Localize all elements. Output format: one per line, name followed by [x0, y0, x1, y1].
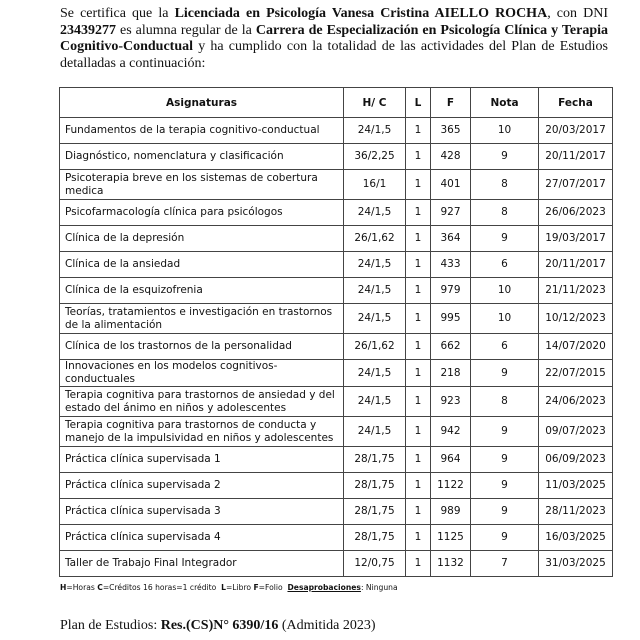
subject-cell: Práctica clínica supervisada 4 — [60, 525, 344, 551]
hours-credits-cell: 28/1,75 — [344, 525, 406, 551]
subject-cell: Clínica de la ansiedad — [60, 252, 344, 278]
grade-cell: 9 — [471, 473, 539, 499]
table-row — [60, 473, 613, 499]
date-cell: 10/12/2023 — [539, 304, 613, 334]
book-cell: 1 — [406, 226, 431, 252]
grade-cell: 9 — [471, 447, 539, 473]
book-cell: 1 — [406, 551, 431, 577]
hours-credits-cell: 24/1,5 — [344, 360, 406, 387]
subject-cell: Fundamentos de la terapia cognitivo-conductual — [60, 118, 344, 144]
grade-cell: 9 — [471, 226, 539, 252]
table-row — [60, 525, 613, 551]
legend-l-key: L — [221, 583, 226, 592]
date-cell: 20/03/2017 — [539, 118, 613, 144]
book-cell: 1 — [406, 278, 431, 304]
subject-cell: Práctica clínica supervisada 2 — [60, 473, 344, 499]
subject-cell: Diagnóstico, nomenclatura y clasificación — [60, 144, 344, 170]
student-name: Licenciada en Psicología Vanesa Cristina AIELLO ROCHA — [174, 6, 548, 21]
legend-disapprovals-value: : Ninguna — [360, 583, 398, 592]
folio-cell: 964 — [431, 447, 471, 473]
book-cell: 1 — [406, 360, 431, 387]
student-dni: 23439277 — [60, 22, 116, 38]
date-cell: 28/11/2023 — [539, 499, 613, 525]
date-cell: 14/07/2020 — [539, 334, 613, 360]
date-cell: 06/09/2023 — [539, 447, 613, 473]
intro-text-2: , con DNI — [547, 6, 608, 21]
grade-cell: 8 — [471, 200, 539, 226]
book-cell: 1 — [406, 304, 431, 334]
header-hours-credits: H/ C — [344, 88, 406, 118]
book-cell: 1 — [406, 252, 431, 278]
legend-f-key: F — [253, 583, 259, 592]
hours-credits-cell: 16/1 — [344, 170, 406, 200]
grade-cell: 9 — [471, 417, 539, 447]
table-row — [60, 334, 613, 360]
intro-text-1: Se certifica que la — [60, 6, 175, 21]
date-cell: 19/03/2017 — [539, 226, 613, 252]
table-legend — [60, 583, 398, 592]
hours-credits-cell: 24/1,5 — [344, 387, 406, 417]
folio-cell: 1122 — [431, 473, 471, 499]
table-row — [60, 226, 613, 252]
table-header-row — [60, 88, 613, 118]
book-cell: 1 — [406, 334, 431, 360]
grade-cell: 9 — [471, 499, 539, 525]
folio-cell: 1132 — [431, 551, 471, 577]
date-cell: 16/03/2025 — [539, 525, 613, 551]
grade-cell: 6 — [471, 334, 539, 360]
hours-credits-cell: 24/1,5 — [344, 200, 406, 226]
header-grade: Nota — [471, 88, 539, 118]
hours-credits-cell: 28/1,75 — [344, 473, 406, 499]
book-cell: 1 — [406, 473, 431, 499]
hours-credits-cell: 24/1,5 — [344, 278, 406, 304]
table-row — [60, 360, 613, 387]
intro-text-3: es alumna regular de la — [116, 22, 256, 38]
folio-cell: 662 — [431, 334, 471, 360]
hours-credits-cell: 36/2,25 — [344, 144, 406, 170]
folio-cell: 989 — [431, 499, 471, 525]
grade-cell: 9 — [471, 360, 539, 387]
date-cell: 20/11/2017 — [539, 144, 613, 170]
table-row — [60, 200, 613, 226]
plan-label: Plan de Estudios: — [60, 618, 161, 633]
hours-credits-cell: 24/1,5 — [344, 118, 406, 144]
grade-cell: 8 — [471, 387, 539, 417]
plan-note: (Admitida 2023) — [278, 618, 376, 633]
date-cell: 24/06/2023 — [539, 387, 613, 417]
legend-c-key: C — [97, 583, 103, 592]
date-cell: 27/07/2017 — [539, 170, 613, 200]
book-cell: 1 — [406, 499, 431, 525]
date-cell: 21/11/2023 — [539, 278, 613, 304]
book-cell: 1 — [406, 144, 431, 170]
date-cell: 31/03/2025 — [539, 551, 613, 577]
folio-cell: 927 — [431, 200, 471, 226]
hours-credits-cell: 24/1,5 — [344, 304, 406, 334]
folio-cell: 995 — [431, 304, 471, 334]
table-row — [60, 499, 613, 525]
grade-cell: 7 — [471, 551, 539, 577]
book-cell: 1 — [406, 170, 431, 200]
plan-resolution: Res.(CS)N° 6390/16 — [160, 618, 279, 633]
table-row — [60, 551, 613, 577]
header-folio: F — [431, 88, 471, 118]
subject-cell: Psicofarmacología clínica para psicólogos — [60, 200, 344, 226]
folio-cell: 433 — [431, 252, 471, 278]
grade-cell: 8 — [471, 170, 539, 200]
table-row — [60, 387, 613, 417]
subject-cell: Teorías, tratamientos e investigación en trastornos de la alimentación — [60, 304, 344, 334]
header-book: L — [406, 88, 431, 118]
legend-f-text: =Folio — [258, 583, 288, 592]
folio-cell: 979 — [431, 278, 471, 304]
book-cell: 1 — [406, 200, 431, 226]
table-row — [60, 304, 613, 334]
legend-disapprovals-label: Desaprobaciones — [287, 583, 361, 592]
folio-cell: 942 — [431, 417, 471, 447]
legend-h-key: H — [60, 583, 67, 592]
book-cell: 1 — [406, 387, 431, 417]
legend-c-text: =Créditos 16 horas=1 crédito — [102, 583, 222, 592]
header-date: Fecha — [539, 88, 613, 118]
grade-cell: 9 — [471, 525, 539, 551]
book-cell: 1 — [406, 417, 431, 447]
header-subject: Asignaturas — [60, 88, 344, 118]
table-row — [60, 170, 613, 200]
hours-credits-cell: 12/0,75 — [344, 551, 406, 577]
folio-cell: 1125 — [431, 525, 471, 551]
date-cell: 26/06/2023 — [539, 200, 613, 226]
subject-cell: Clínica de la esquizofrenia — [60, 278, 344, 304]
date-cell: 22/07/2015 — [539, 360, 613, 387]
date-cell: 09/07/2023 — [539, 417, 613, 447]
hours-credits-cell: 28/1,75 — [344, 447, 406, 473]
grade-cell: 10 — [471, 118, 539, 144]
hours-credits-cell: 28/1,75 — [344, 499, 406, 525]
table-row — [60, 417, 613, 447]
legend-l-text: =Libro — [225, 583, 254, 592]
hours-credits-cell: 24/1,5 — [344, 252, 406, 278]
folio-cell: 401 — [431, 170, 471, 200]
grades-table — [59, 87, 613, 577]
book-cell: 1 — [406, 525, 431, 551]
study-plan-line — [60, 618, 376, 634]
date-cell: 20/11/2017 — [539, 252, 613, 278]
legend-h-text: =Horas — [66, 583, 98, 592]
book-cell: 1 — [406, 118, 431, 144]
folio-cell: 218 — [431, 360, 471, 387]
hours-credits-cell: 26/1,62 — [344, 334, 406, 360]
subject-cell: Práctica clínica supervisada 3 — [60, 499, 344, 525]
subject-cell: Terapia cognitiva para trastornos de conducta y manejo de la impulsividad en niños y adolescentes — [60, 417, 344, 447]
folio-cell: 428 — [431, 144, 471, 170]
grade-cell: 10 — [471, 304, 539, 334]
book-cell: 1 — [406, 447, 431, 473]
certificate-intro — [60, 6, 608, 72]
subject-cell: Clínica de la depresión — [60, 226, 344, 252]
hours-credits-cell: 26/1,62 — [344, 226, 406, 252]
subject-cell: Terapia cognitiva para trastornos de ansiedad y del estado del ánimo en niños y adolescentes — [60, 387, 344, 417]
table-row — [60, 144, 613, 170]
table-row — [60, 252, 613, 278]
subject-cell: Psicoterapia breve en los sistemas de cobertura medica — [60, 170, 344, 200]
hours-credits-cell: 24/1,5 — [344, 417, 406, 447]
grade-cell: 6 — [471, 252, 539, 278]
folio-cell: 365 — [431, 118, 471, 144]
subject-cell: Innovaciones en los modelos cognitivos-conductuales — [60, 360, 344, 387]
folio-cell: 364 — [431, 226, 471, 252]
subject-cell: Práctica clínica supervisada 1 — [60, 447, 344, 473]
table-row — [60, 447, 613, 473]
program-name: Carrera de Especialización en Psicología Clínica y Terapia Cognitivo-Conductual — [60, 22, 609, 54]
table-row — [60, 118, 613, 144]
date-cell: 11/03/2025 — [539, 473, 613, 499]
table-row — [60, 278, 613, 304]
intro-text-4: y ha cumplido con la totalidad de las actividades del Plan de Estudios detalladas a continuación: — [60, 39, 608, 71]
subject-cell: Taller de Trabajo Final Integrador — [60, 551, 344, 577]
folio-cell: 923 — [431, 387, 471, 417]
grade-cell: 9 — [471, 144, 539, 170]
subject-cell: Clínica de los trastornos de la personalidad — [60, 334, 344, 360]
grade-cell: 10 — [471, 278, 539, 304]
